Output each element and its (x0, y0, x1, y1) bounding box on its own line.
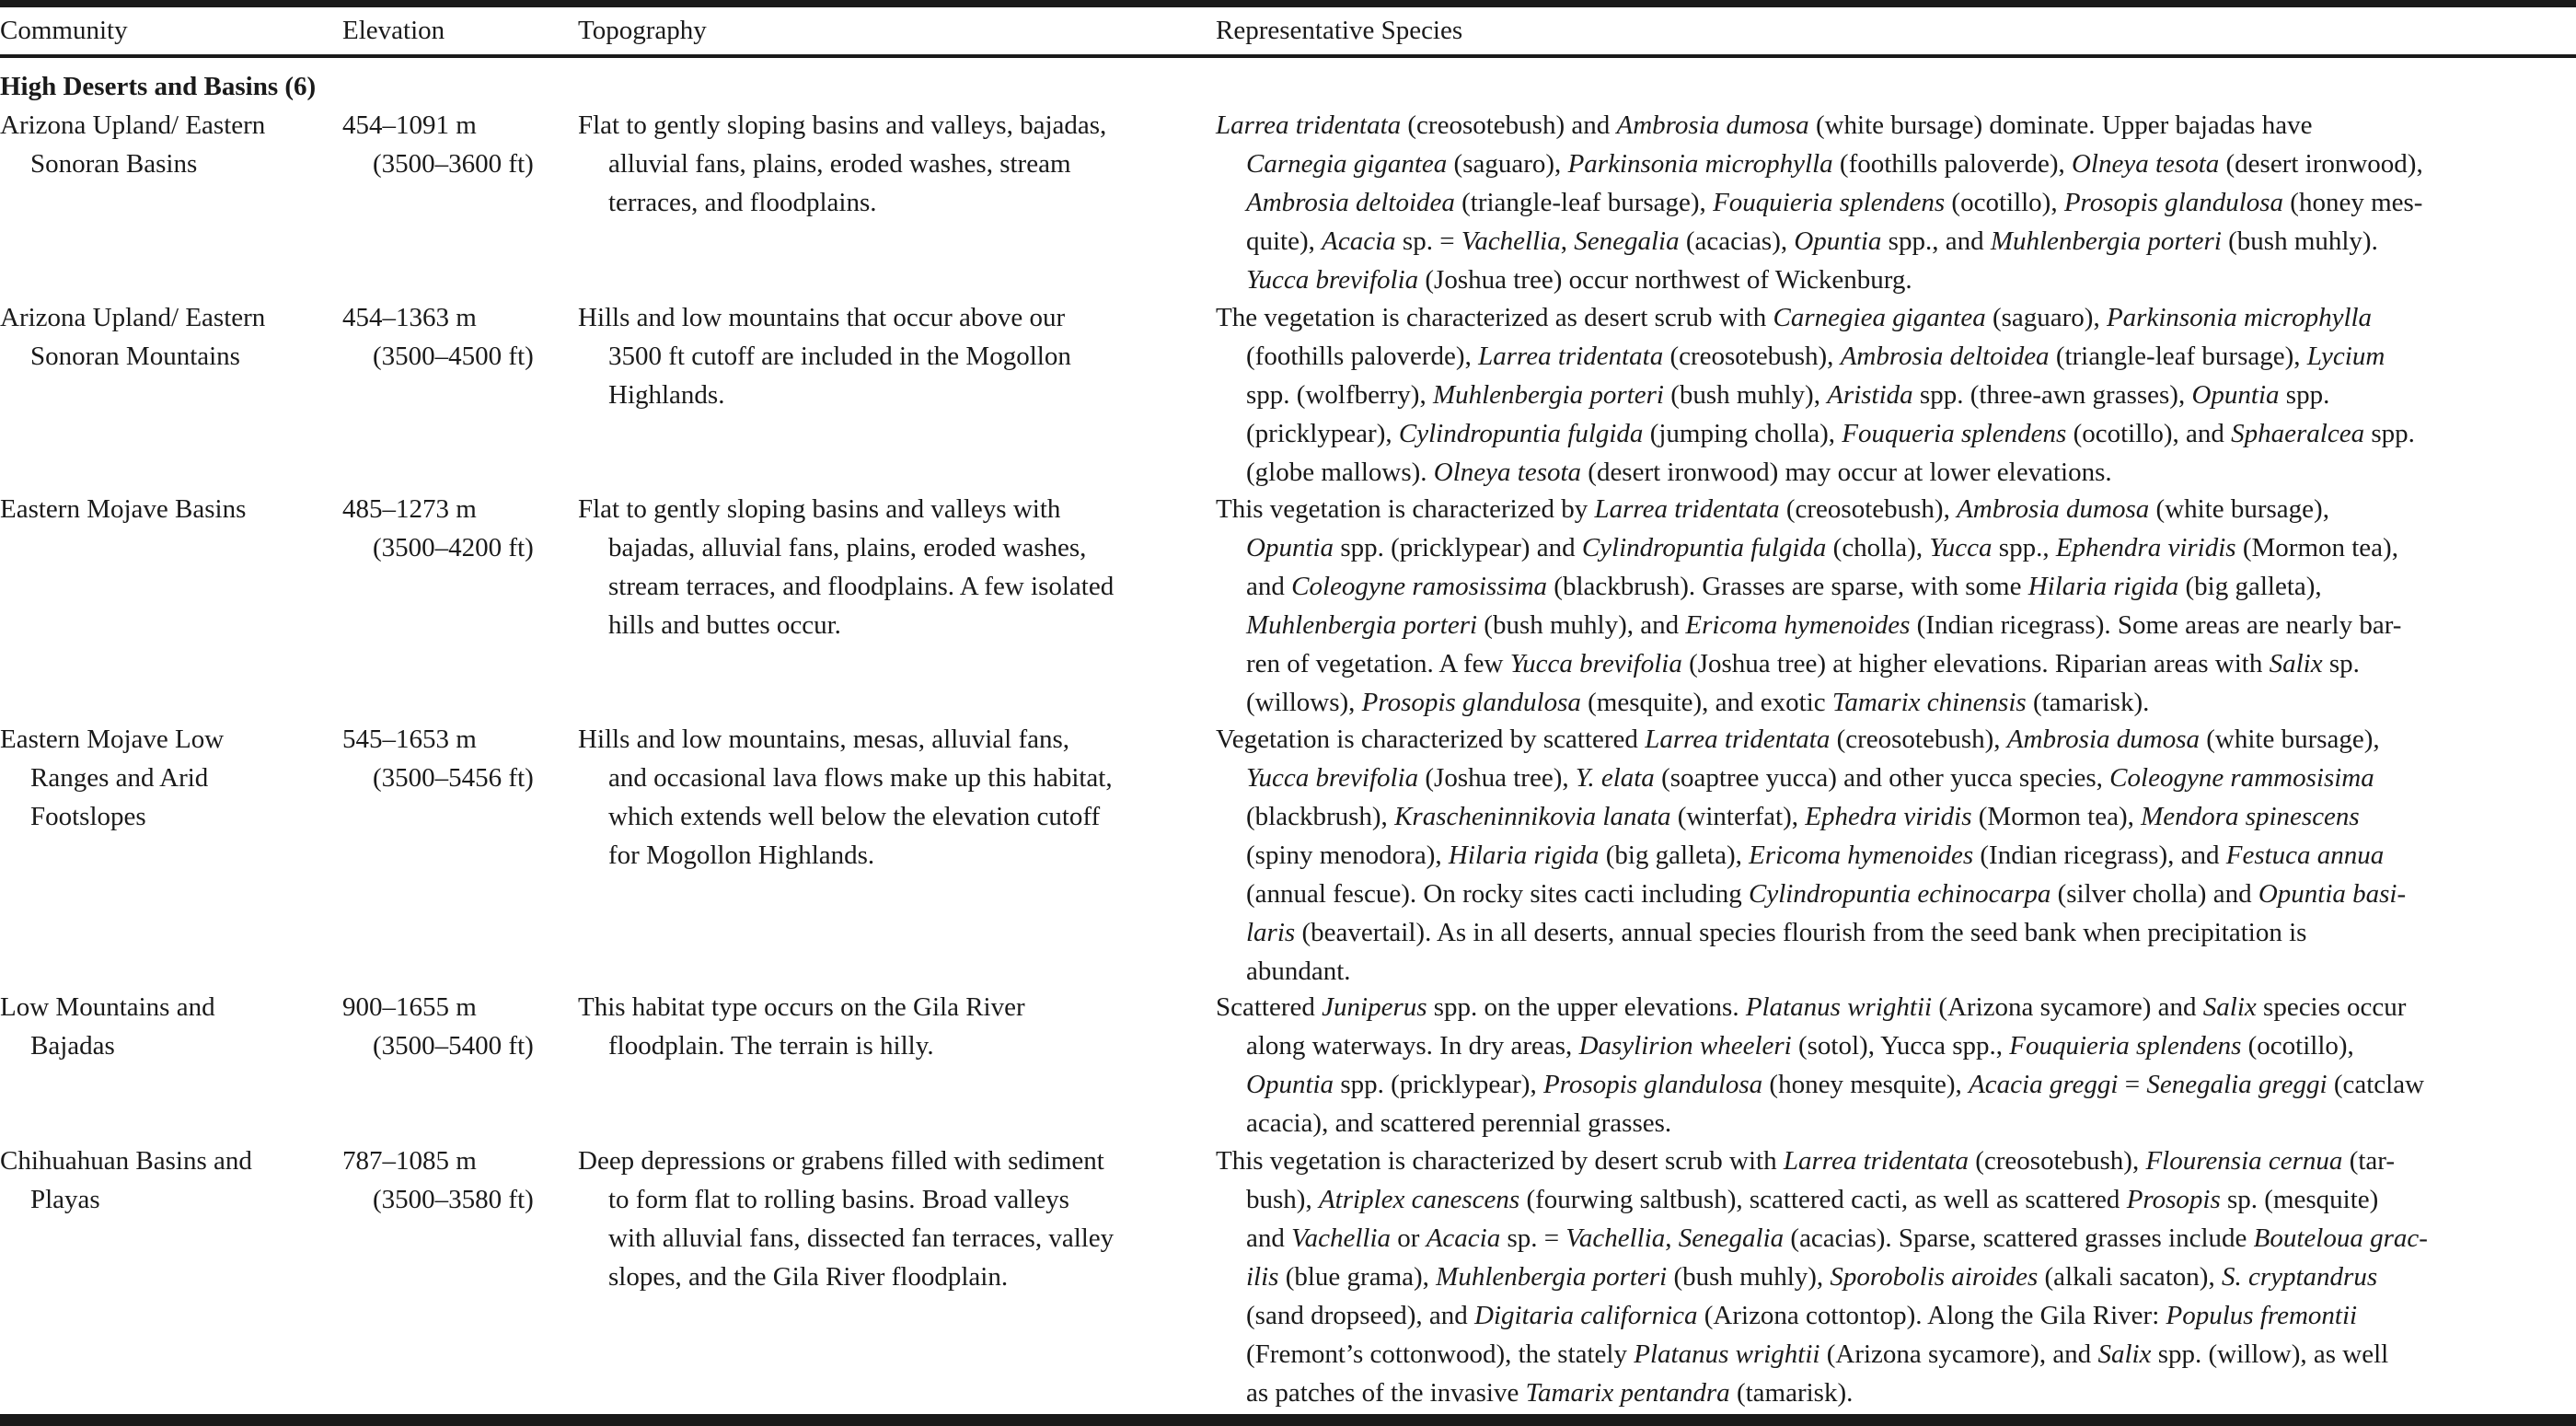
species-line: This vegetation is characterized by desert scrub with Larrea tridentata (creosotebush), Flourensia cernua (tar- (1216, 1146, 2396, 1176)
elevation-cell (342, 988, 572, 1065)
community-line: Sonoran Mountains (30, 342, 240, 371)
community-line: Playas (30, 1185, 100, 1214)
species-line: acacia), and scattered perennial grasses. (1246, 1108, 1672, 1138)
community-cell (0, 298, 331, 376)
community-line: Eastern Mojave Low (0, 725, 225, 754)
topography-line: 3500 ft cutoff are included in the Mogollon (608, 342, 1071, 371)
species-line: Yucca brevifolia (Joshua tree) occur northwest of Wickenburg. (1246, 265, 1912, 295)
species-line: Carnegia gigantea (saguaro), Parkinsonia microphylla (foothills paloverde), Olneya tesota (desert ironwood), (1246, 149, 2423, 179)
community-cell (0, 106, 331, 183)
topography-line: terraces, and floodplains. (608, 188, 877, 217)
section-title: High Deserts and Basins (6) (0, 72, 317, 101)
topography-line: This habitat type occurs on the Gila River (578, 992, 1025, 1022)
community-line: Sonoran Basins (30, 149, 198, 179)
species-line: The vegetation is characterized as desert scrub with Carnegiea gigantea (saguaro), Parkinsonia microphylla (1216, 303, 2373, 332)
elevation-cell (342, 298, 572, 376)
elevation-cell (342, 720, 572, 797)
elevation-feet: (3500–3600 ft) (373, 149, 534, 179)
species-line: bush), Atriplex canescens (fourwing saltbush), scattered cacti, as well as scattered Prosopis sp. (mesquite) (1246, 1185, 2379, 1214)
species-line: (willows), Prosopis glandulosa (mesquite), and exotic Tamarix chinensis (tamarisk). (1246, 688, 2150, 717)
species-line: Ambrosia deltoidea (triangle-leaf bursage), Fouquieria splendens (ocotillo), Prosopis glandulosa (honey mes- (1246, 188, 2423, 217)
community-line: Ranges and Arid (30, 763, 209, 793)
topography-line: and occasional lava flows make up this habitat, (608, 763, 1113, 793)
elevation-meters: 545–1653 m (342, 725, 477, 754)
elevation-meters: 454–1091 m (342, 110, 477, 140)
species-line: and Vachellia or Acacia sp. = Vachellia, Senegalia (acacias). Sparse, scattered grasses include Bouteloua grac- (1246, 1223, 2428, 1253)
topography-line: which extends well below the elevation cutoff (608, 802, 1101, 831)
species-line: (spiny menodora), Hilaria rigida (big galleta), Ericoma hymenoides (Indian ricegrass), and Festuca annua (1246, 841, 2385, 870)
species-line: (Fremont’s cottonwood), the stately Platanus wrightii (Arizona sycamore), and Salix spp. (willow), as well (1246, 1339, 2389, 1369)
species-line: This vegetation is characterized by Larrea tridentata (creosotebush), Ambrosia dumosa (white bursage), (1216, 494, 2329, 524)
topography-cell (578, 1142, 1204, 1296)
species-cell (1216, 988, 2576, 1142)
topography-line: floodplain. The terrain is hilly. (608, 1031, 934, 1061)
topography-cell (578, 720, 1204, 875)
topography-line: Highlands. (608, 380, 725, 410)
species-cell (1216, 106, 2576, 299)
species-line: as patches of the invasive Tamarix pentandra (tamarisk). (1246, 1378, 1854, 1408)
species-line: (globe mallows). Olneya tesota (desert ironwood) may occur at lower elevations. (1246, 458, 2112, 487)
species-line: spp. (wolfberry), Muhlenbergia porteri (bush muhly), Aristida spp. (three-awn grasses), Opuntia spp. (1246, 380, 2330, 410)
table-top-rule (0, 0, 2576, 7)
elevation-feet: (3500–5456 ft) (373, 763, 534, 793)
species-line: (annual fescue). On rocky sites cacti including Cylindropuntia echinocarpa (silver cholla) and Opuntia basi- (1246, 879, 2407, 909)
species-line: Opuntia spp. (pricklypear) and Cylindropuntia fulgida (cholla), Yucca spp., Ephendra viridis (Mormon tea), (1246, 533, 2398, 562)
species-cell (1216, 298, 2576, 492)
elevation-cell (342, 490, 572, 567)
species-line: Larrea tridentata (creosotebush) and Ambrosia dumosa (white bursage) dominate. Upper bajadas have (1216, 110, 2313, 140)
elevation-meters: 900–1655 m (342, 992, 477, 1022)
header-community: Community (0, 16, 128, 45)
species-line: (sand dropseed), and Digitaria californica (Arizona cottontop). Along the Gila River: Populus fremontii (1246, 1301, 2358, 1330)
community-line: Footslopes (30, 802, 146, 831)
species-line: laris (beavertail). As in all deserts, annual species flourish from the seed bank when precipitation is (1246, 918, 2307, 947)
species-line: Vegetation is characterized by scattered Larrea tridentata (creosotebush), Ambrosia dumosa (white bursage), (1216, 725, 2380, 754)
community-line: Bajadas (30, 1031, 115, 1061)
topography-cell (578, 490, 1204, 644)
topography-line: Deep depressions or grabens filled with sediment (578, 1146, 1104, 1176)
species-line: (blackbrush), Krascheninnikovia lanata (winterfat), Ephedra viridis (Mormon tea), Mendora spinescens (1246, 802, 2360, 831)
community-cell (0, 490, 331, 528)
community-cell (0, 988, 331, 1065)
species-line: ren of vegetation. A few Yucca brevifolia (Joshua tree) at higher elevations. Riparian areas with Salix sp. (1246, 649, 2360, 678)
topography-line: with alluvial fans, dissected fan terraces, valley (608, 1223, 1115, 1253)
species-line: ilis (blue grama), Muhlenbergia porteri (bush muhly), Sporobolis airoides (alkali sacaton), S. cryptandrus (1246, 1262, 2378, 1292)
community-line: Arizona Upland/ Eastern (0, 110, 266, 140)
community-line: Arizona Upland/ Eastern (0, 303, 266, 332)
topography-line: to form flat to rolling basins. Broad valleys (608, 1185, 1069, 1214)
species-line: along waterways. In dry areas, Dasylirion wheeleri (sotol), Yucca spp., Fouquieria splendens (ocotillo), (1246, 1031, 2354, 1061)
species-line: (pricklypear), Cylindropuntia fulgida (jumping cholla), Fouqueria splendens (ocotillo), and Sphaeralcea spp. (1246, 419, 2415, 448)
elevation-meters: 454–1363 m (342, 303, 477, 332)
community-cell (0, 720, 331, 836)
species-line: Yucca brevifolia (Joshua tree), Y. elata (soaptree yucca) and other yucca species, Coleogyne rammosisima (1246, 763, 2374, 793)
topography-line: for Mogollon Highlands. (608, 841, 875, 870)
elevation-meters: 787–1085 m (342, 1146, 477, 1176)
species-line: (foothills paloverde), Larrea tridentata (creosotebush), Ambrosia deltoidea (triangle-leaf bursage), Lycium (1246, 342, 2385, 371)
community-line: Low Mountains and (0, 992, 215, 1022)
topography-line: alluvial fans, plains, eroded washes, stream (608, 149, 1071, 179)
header-representative-species: Representative Species (1216, 16, 1463, 45)
community-cell (0, 1142, 331, 1219)
elevation-feet: (3500–5400 ft) (373, 1031, 534, 1061)
elevation-feet: (3500–4200 ft) (373, 533, 534, 562)
topography-line: stream terraces, and floodplains. A few isolated (608, 572, 1115, 601)
header-elevation: Elevation (342, 16, 445, 45)
topography-line: Hills and low mountains that occur above our (578, 303, 1066, 332)
elevation-cell (342, 1142, 572, 1219)
topography-line: Flat to gently sloping basins and valleys, bajadas, (578, 110, 1107, 140)
species-cell (1216, 490, 2576, 722)
species-line: Opuntia spp. (pricklypear), Prosopis glandulosa (honey mesquite), Acacia greggi = Senegalia greggi (catclaw (1246, 1070, 2425, 1099)
topography-line: bajadas, alluvial fans, plains, eroded washes, (608, 533, 1087, 562)
species-cell (1216, 720, 2576, 991)
species-line: Scattered Juniperus spp. on the upper elevations. Platanus wrightii (Arizona sycamore) and Salix species occur (1216, 992, 2407, 1022)
topography-cell (578, 988, 1204, 1065)
topography-line: Hills and low mountains, mesas, alluvial fans, (578, 725, 1070, 754)
topography-cell (578, 298, 1204, 414)
topography-cell (578, 106, 1204, 222)
community-line: Eastern Mojave Basins (0, 494, 247, 524)
elevation-feet: (3500–3580 ft) (373, 1185, 534, 1214)
table-header-rule (0, 54, 2576, 58)
topography-line: Flat to gently sloping basins and valleys with (578, 494, 1061, 524)
elevation-meters: 485–1273 m (342, 494, 477, 524)
topography-line: slopes, and the Gila River floodplain. (608, 1262, 1009, 1292)
table-bottom-rule (0, 1414, 2576, 1426)
species-line: abundant. (1246, 956, 1351, 986)
topography-line: hills and buttes occur. (608, 610, 841, 640)
species-line: Muhlenbergia porteri (bush muhly), and Ericoma hymenoides (Indian ricegrass). Some areas are nearly bar- (1246, 610, 2402, 640)
community-line: Chihuahuan Basins and (0, 1146, 252, 1176)
header-topography: Topography (578, 16, 707, 45)
species-line: and Coleogyne ramosissima (blackbrush). Grasses are sparse, with some Hilaria rigida (big galleta), (1246, 572, 2322, 601)
species-cell (1216, 1142, 2576, 1412)
species-line: quite), Acacia sp. = Vachellia, Senegalia (acacias), Opuntia spp., and Muhlenbergia porteri (bush muhly). (1246, 226, 2378, 256)
elevation-feet: (3500–4500 ft) (373, 342, 534, 371)
elevation-cell (342, 106, 572, 183)
